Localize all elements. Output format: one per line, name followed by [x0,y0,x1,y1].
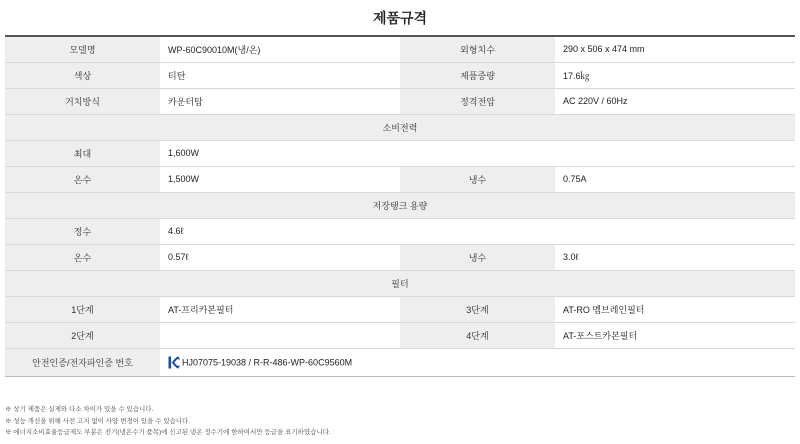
filter1-value: AT-프리카본필터 [160,296,400,322]
install-value: 카운터탑 [160,88,400,114]
page-title: 제품규격 [372,10,428,26]
power-hot-label: 온수 [5,166,160,192]
filter2-value [160,322,400,348]
table-row [5,348,795,376]
power-section-header: 소비전력 [5,114,795,140]
filter-section-header: 필터 [5,270,795,296]
tank-cold-value: 3.0ℓ [555,244,795,270]
filter4-label: 4단계 [400,322,555,348]
power-max-value: 1,600W [160,140,795,166]
power-cold-value: 0.75A [555,166,795,192]
cert-value-cell [160,348,795,376]
filter4-value: AT-포스트카본필터 [555,322,795,348]
table-row [5,244,795,270]
table-row [5,322,795,348]
tank-hot-value: 0.57ℓ [160,244,400,270]
size-value: 290 x 506 x 474 mm [555,36,795,62]
tank-hot-label: 온수 [5,244,160,270]
table-row [5,36,795,62]
voltage-value: AC 220V / 60Hz [555,88,795,114]
model-label: 모델명 [5,36,160,62]
size-label: 외형치수 [400,36,555,62]
voltage-label: 정격전압 [400,88,555,114]
cert-label: 안전인증/전자파인증 번호 [5,348,160,376]
filter1-label: 1단계 [5,296,160,322]
install-label: 거치방식 [5,88,160,114]
spec-table [5,35,795,377]
weight-label: 제품중량 [400,62,555,88]
tank-cold-label: 냉수 [400,244,555,270]
notes [5,404,331,439]
note-line: ※ 에너지소비효율등급제도 부분은 전기(냉온수기 품목)에 신고된 냉온 정수기에 한하여서만 등급을 표기하였습니다. [5,429,331,436]
power-cold-label: 냉수 [400,166,555,192]
note-line: ※ 상기 제품은 실제와 다소 차이가 있을 수 있습니다. [5,406,154,413]
kc-mark-icon [168,356,180,369]
section-row [5,114,795,140]
note-line: ※ 성능 개선을 위해 사전 고지 없이 사양 변경이 있을 수 있습니다. [5,417,191,425]
model-value: WP-60C90010M(냉/온) [160,36,400,62]
table-row [5,166,795,192]
table-row [5,62,795,88]
filter3-value: AT-RO 멤브레인필터 [555,296,795,322]
tank-section-header: 저장탱크 용량 [5,192,795,218]
tank-pure-value: 4.6ℓ [160,218,795,244]
color-value: 티탄 [160,62,400,88]
color-label: 색상 [5,62,160,88]
filter3-label: 3단계 [400,296,555,322]
table-row [5,296,795,322]
tank-pure-label: 정수 [5,218,160,244]
filter2-label: 2단계 [5,322,160,348]
power-hot-value: 1,500W [160,166,400,192]
table-row [5,218,795,244]
section-row [5,192,795,218]
power-max-label: 최대 [5,140,160,166]
table-row [5,140,795,166]
cert-value: HJ07075-19038 / R-R-486-WP-60C9560M [182,357,353,367]
weight-value: 17.6㎏ [555,62,795,88]
table-row [5,88,795,114]
section-row [5,270,795,296]
